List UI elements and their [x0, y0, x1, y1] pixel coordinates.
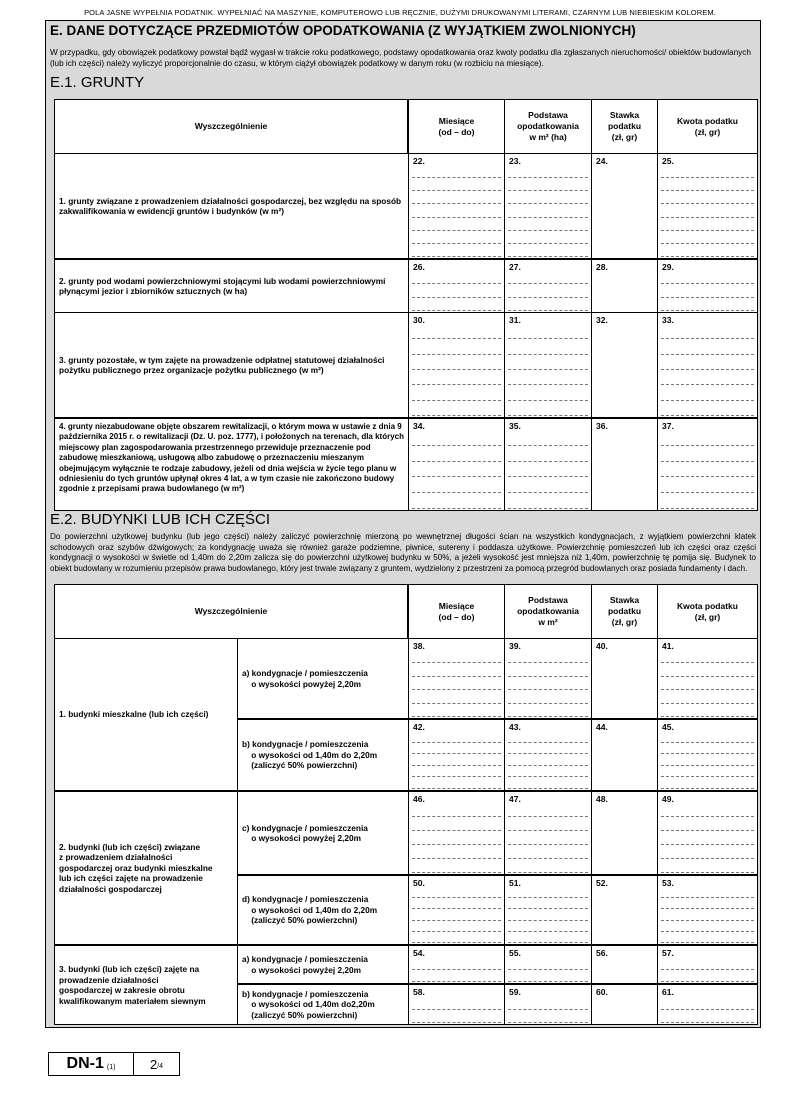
- entry-line: [508, 931, 588, 932]
- entry-line: [412, 1009, 501, 1010]
- field-number: 58.: [413, 987, 425, 997]
- e2-g2-s1-field-base[interactable]: [504, 791, 592, 875]
- field-number: 59.: [509, 987, 521, 997]
- field-number: 27.: [509, 262, 521, 272]
- e2-g3-s2-field-months[interactable]: [408, 984, 505, 1025]
- field-number: 25.: [662, 156, 674, 166]
- e1-row4-field-months[interactable]: [408, 418, 505, 511]
- field-number: 26.: [413, 262, 425, 272]
- entry-line: [412, 969, 501, 970]
- entry-line: [661, 969, 754, 970]
- field-number: 45.: [662, 722, 674, 732]
- entry-line: [412, 716, 501, 717]
- e1-row3-field-tax[interactable]: [657, 312, 758, 418]
- e2-subrow-label: b) kondygnacje / pomieszczenia o wysokości od 1,40m do2,20m (zaliczyć 50% powierzchni): [237, 984, 409, 1025]
- entry-line: [661, 177, 754, 178]
- entry-line: [412, 753, 501, 754]
- e1-row2-field-rate[interactable]: [591, 259, 658, 313]
- e2-g1-s1-field-months[interactable]: [408, 638, 505, 719]
- e2-g2-s2-field-tax[interactable]: [657, 875, 758, 945]
- entry-line: [508, 492, 588, 493]
- e2-g3-s2-field-base[interactable]: [504, 984, 592, 1025]
- field-number: 24.: [596, 156, 608, 166]
- entry-line: [508, 400, 588, 401]
- e2-header-months: Miesiące (od – do): [408, 584, 505, 639]
- e1-header-months: Miesiące (od – do): [408, 99, 505, 154]
- entry-line: [508, 897, 588, 898]
- entry-line: [661, 338, 754, 339]
- e2-group-label: 1. budynki mieszkalne (lub ich części): [54, 638, 238, 791]
- entry-line: [508, 243, 588, 244]
- entry-line: [508, 177, 588, 178]
- entry-line: [508, 217, 588, 218]
- entry-line: [508, 190, 588, 191]
- entry-line: [661, 203, 754, 204]
- e2-g1-s1-field-rate[interactable]: [591, 638, 658, 719]
- e1-row-label: 4. grunty niezabudowane objęte obszarem rewitalizacji, o którym mowa w ustawie z dnia 9 października 2015 r. o rewitalizacji (Dz. U. poz. 1777), i położonych na terenach, dla których miejscowy plan zagospodarowania przestrzennego przewiduje przeznaczenie pod zabudowę mieszkaniową, usługową albo zabudowę o przeznaczeniu mieszanym obejmującym wyłącznie te rodzaje zabudowy, jeżeli od dnia wejścia w życie tego planu w odniesieniu do tych gruntów upłynął okres 4 lat, a w tym czasie nie zakończono budowy zgodnie z przepisami prawa budowlanego (w m²): [54, 418, 409, 511]
- e1-row1-field-tax[interactable]: [657, 153, 758, 259]
- entry-line: [661, 354, 754, 355]
- e2-title: E.2. BUDYNKI LUB ICH CZĘŚCI: [50, 511, 271, 528]
- e2-g3-s1-field-rate[interactable]: [591, 945, 658, 984]
- entry-line: [508, 676, 588, 677]
- entry-line: [412, 776, 501, 777]
- entry-line: [661, 492, 754, 493]
- field-number: 28.: [596, 262, 608, 272]
- entry-line: [412, 243, 501, 244]
- entry-line: [661, 872, 754, 873]
- entry-line: [412, 217, 501, 218]
- entry-line: [508, 872, 588, 873]
- field-number: 50.: [413, 878, 425, 888]
- entry-line: [661, 400, 754, 401]
- entry-line: [661, 788, 754, 789]
- entry-line: [508, 230, 588, 231]
- entry-line: [412, 354, 501, 355]
- e2-header-rate: Stawka podatku (zł, gr): [591, 584, 658, 639]
- e2-g3-s2-field-tax[interactable]: [657, 984, 758, 1025]
- e1-row2-field-months[interactable]: [408, 259, 505, 313]
- entry-line: [661, 830, 754, 831]
- e2-group-label: 2. budynki (lub ich części) związane z prowadzeniem działalności gospodarczej oraz budynki mieszkalne lub ich części zajęte na prowadzenie działalności gospodarczej: [54, 791, 238, 945]
- entry-line: [661, 908, 754, 909]
- entry-line: [508, 765, 588, 766]
- entry-line: [412, 230, 501, 231]
- e1-row3-field-base[interactable]: [504, 312, 592, 418]
- entry-line: [508, 981, 588, 982]
- entry-line: [661, 297, 754, 298]
- e1-row2-field-tax[interactable]: [657, 259, 758, 313]
- e1-row4-field-base[interactable]: [504, 418, 592, 511]
- e2-g1-s2-field-months[interactable]: [408, 719, 505, 791]
- e2-subrow-label: c) kondygnacje / pomieszczenia o wysokości powyżej 2,20m: [237, 791, 409, 875]
- entry-line: [661, 858, 754, 859]
- page-total: /4: [157, 1063, 164, 1070]
- e1-row2-field-base[interactable]: [504, 259, 592, 313]
- entry-line: [508, 689, 588, 690]
- e2-g1-s2-field-base[interactable]: [504, 719, 592, 791]
- entry-line: [661, 931, 754, 932]
- entry-line: [508, 788, 588, 789]
- entry-line: [508, 942, 588, 943]
- entry-line: [661, 716, 754, 717]
- e1-row3-field-months[interactable]: [408, 312, 505, 418]
- field-number: 43.: [509, 722, 521, 732]
- entry-line: [661, 981, 754, 982]
- entry-line: [508, 716, 588, 717]
- field-number: 23.: [509, 156, 521, 166]
- e2-g2-s1-field-tax[interactable]: [657, 791, 758, 875]
- entry-line: [412, 283, 501, 284]
- entry-line: [412, 338, 501, 339]
- e2-g1-s2-field-tax[interactable]: [657, 719, 758, 791]
- e2-g2-s1-field-rate[interactable]: [591, 791, 658, 875]
- entry-line: [412, 858, 501, 859]
- e1-row-label: 3. grunty pozostałe, w tym zajęte na prowadzenie odpłatnej statutowej działalności pożytku publicznego przez organizacje pożytku publicznego (w m²): [54, 312, 409, 418]
- entry-line: [412, 872, 501, 873]
- field-number: 48.: [596, 794, 608, 804]
- e1-row1-field-months[interactable]: [408, 153, 505, 259]
- form-id-box: [48, 1052, 134, 1076]
- entry-line: [412, 1022, 501, 1023]
- e2-header-description: Wyszczególnienie: [54, 584, 408, 639]
- entry-line: [508, 1022, 588, 1023]
- entry-line: [412, 508, 501, 509]
- entry-line: [661, 230, 754, 231]
- e1-header-description: Wyszczególnienie: [54, 99, 408, 154]
- entry-line: [412, 742, 501, 743]
- entry-line: [412, 476, 501, 477]
- entry-line: [412, 676, 501, 677]
- entry-line: [508, 844, 588, 845]
- field-number: 30.: [413, 315, 425, 325]
- field-number: 40.: [596, 641, 608, 651]
- e1-row1-field-rate[interactable]: [591, 153, 658, 259]
- entry-line: [508, 283, 588, 284]
- field-number: 32.: [596, 315, 608, 325]
- entry-line: [661, 190, 754, 191]
- section-intro: W przypadku, gdy obowiązek podatkowy powstał bądź wygasł w trakcie roku podatkowego, podstawy opodatkowania oraz kwoty podatku dla zgłaszanych nieruchomości/ obiektów budowlanych (lub ich części) należy wyliczyć proporcjonalnie do czasu, w którym ciążył obowiązek podatkowy w danym roku (w rozbiciu na miesiące).: [50, 48, 751, 68]
- entry-line: [661, 461, 754, 462]
- entry-line: [412, 297, 501, 298]
- entry-line: [508, 703, 588, 704]
- entry-line: [412, 942, 501, 943]
- entry-line: [508, 920, 588, 921]
- entry-line: [661, 844, 754, 845]
- e2-g3-s2-field-rate[interactable]: [591, 984, 658, 1025]
- field-number: 55.: [509, 948, 521, 958]
- e1-row4-field-rate[interactable]: [591, 418, 658, 511]
- field-number: 41.: [662, 641, 674, 651]
- field-number: 39.: [509, 641, 521, 651]
- entry-line: [412, 689, 501, 690]
- entry-line: [508, 776, 588, 777]
- entry-line: [508, 297, 588, 298]
- entry-line: [661, 942, 754, 943]
- field-number: 46.: [413, 794, 425, 804]
- field-number: 35.: [509, 421, 521, 431]
- entry-line: [412, 310, 501, 311]
- entry-line: [412, 662, 501, 663]
- entry-line: [661, 689, 754, 690]
- field-number: 36.: [596, 421, 608, 431]
- section-title: E. DANE DOTYCZĄCE PRZEDMIOTÓW OPODATKOWANIA (Z WYJĄTKIEM ZWOLNIONYCH): [50, 23, 636, 38]
- entry-line: [412, 920, 501, 921]
- field-number: 57.: [662, 948, 674, 958]
- e1-row4-field-tax[interactable]: [657, 418, 758, 511]
- entry-line: [412, 908, 501, 909]
- entry-line: [412, 931, 501, 932]
- e1-row1-field-base[interactable]: [504, 153, 592, 259]
- entry-line: [508, 476, 588, 477]
- entry-line: [412, 190, 501, 191]
- entry-line: [508, 338, 588, 339]
- entry-line: [508, 461, 588, 462]
- field-number: 49.: [662, 794, 674, 804]
- e2-header-base: Podstawa opodatkowania w m²: [504, 584, 592, 639]
- field-number: 44.: [596, 722, 608, 732]
- field-number: 29.: [662, 262, 674, 272]
- field-number: 53.: [662, 878, 674, 888]
- entry-line: [661, 1022, 754, 1023]
- entry-line: [661, 1009, 754, 1010]
- entry-line: [661, 508, 754, 509]
- entry-line: [661, 742, 754, 743]
- e2-subrow-label: a) kondygnacje / pomieszczenia o wysokości powyżej 2,20m: [237, 945, 409, 984]
- e1-row-label: 1. grunty związane z prowadzeniem działalności gospodarczej, bez względu na sposób zakwalifikowania w ewidencji gruntów i budynków (w m²): [54, 153, 409, 259]
- entry-line: [508, 203, 588, 204]
- entry-line: [412, 384, 501, 385]
- entry-line: [661, 897, 754, 898]
- field-number: 51.: [509, 878, 521, 888]
- entry-line: [661, 445, 754, 446]
- field-number: 56.: [596, 948, 608, 958]
- entry-line: [508, 816, 588, 817]
- entry-line: [508, 508, 588, 509]
- entry-line: [661, 310, 754, 311]
- entry-line: [508, 310, 588, 311]
- entry-line: [412, 369, 501, 370]
- entry-line: [661, 476, 754, 477]
- field-number: 33.: [662, 315, 674, 325]
- entry-line: [661, 703, 754, 704]
- entry-line: [412, 256, 501, 257]
- entry-line: [412, 788, 501, 789]
- field-number: 61.: [662, 987, 674, 997]
- entry-line: [508, 354, 588, 355]
- entry-line: [661, 256, 754, 257]
- entry-line: [661, 765, 754, 766]
- entry-line: [508, 753, 588, 754]
- entry-line: [412, 703, 501, 704]
- e2-g1-s2-field-rate[interactable]: [591, 719, 658, 791]
- entry-line: [412, 461, 501, 462]
- field-number: 52.: [596, 878, 608, 888]
- entry-line: [412, 830, 501, 831]
- field-number: 60.: [596, 987, 608, 997]
- field-number: 54.: [413, 948, 425, 958]
- e1-header-base: Podstawa opodatkowania w m² (ha): [504, 99, 592, 154]
- entry-line: [661, 776, 754, 777]
- entry-line: [508, 384, 588, 385]
- entry-line: [661, 415, 754, 416]
- page-number: 2: [149, 1056, 158, 1072]
- entry-line: [508, 662, 588, 663]
- e2-g2-s1-field-months[interactable]: [408, 791, 505, 875]
- entry-line: [412, 400, 501, 401]
- e2-subrow-label: d) kondygnacje / pomieszczenia o wysokości od 1,40m do 2,20m (zaliczyć 50% powierzchni): [237, 875, 409, 945]
- field-number: 31.: [509, 315, 521, 325]
- page-number-box: [133, 1052, 180, 1076]
- e2-intro: Do powierzchni użytkowej budynku (lub jego części) należy zaliczyć powierzchnię mierzoną po wewnętrznej długości ścian na wszystkich kondygnacjach, z wyjątkiem powierzchni klatek schodowych oraz szybów dźwigowych; za kondygnację uważa się również garaże podziemne, piwnice, sutereny i poddasza użytkowe. Powierzchnię pomieszczeń lub ich części oraz części kondygnacji o wysokości w świetle od 1,40m do 2,20m zalicza się do powierzchni użytkowej budynku w 50%, a jeżeli wysokość jest mniejsza niż 1,40m, powierzchnię tę pomija się. Budynek to obiekt budowlany w rozumieniu przepisów prawa budowlanego, który jest trwale związany z gruntem, wydzielony z przestrzeni za pomocą przegród budowlanych oraz posiada fundamenty i dach.: [50, 532, 756, 573]
- entry-line: [508, 830, 588, 831]
- entry-line: [508, 1009, 588, 1010]
- e2-g3-s1-field-tax[interactable]: [657, 945, 758, 984]
- entry-line: [412, 203, 501, 204]
- entry-line: [508, 369, 588, 370]
- form-version: (1): [106, 1063, 116, 1071]
- field-number: 34.: [413, 421, 425, 431]
- form-id: DN-1: [66, 1055, 104, 1072]
- e1-row3-field-rate[interactable]: [591, 312, 658, 418]
- e2-subrow-label: a) kondygnacje / pomieszczenia o wysokości powyżej 2,20m: [237, 638, 409, 719]
- e2-g1-s1-field-base[interactable]: [504, 638, 592, 719]
- entry-line: [412, 897, 501, 898]
- entry-line: [412, 492, 501, 493]
- e1-row-label: 2. grunty pod wodami powierzchniowymi stojącymi lub wodami powierzchniowymi płynącymi jezior i zbiorników sztucznych (w ha): [54, 259, 409, 313]
- field-number: 22.: [413, 156, 425, 166]
- entry-line: [661, 283, 754, 284]
- e2-g2-s2-field-base[interactable]: [504, 875, 592, 945]
- entry-line: [412, 765, 501, 766]
- entry-line: [661, 676, 754, 677]
- entry-line: [412, 177, 501, 178]
- e2-group-label: 3. budynki (lub ich części) zajęte na prowadzenie działalności gospodarczej w zakresie obrotu kwalifikowanym materiałem siewnym: [54, 945, 238, 1025]
- entry-line: [661, 369, 754, 370]
- entry-line: [661, 243, 754, 244]
- instruction-banner: POLA JASNE WYPEŁNIA PODATNIK. WYPEŁNIAĆ NA MASZYNIE, KOMPUTEROWO LUB RĘCZNIE, DUŻYMI DRUKOWANYMI LITERAMI, CZARNYM LUB NIEBIESKIM KOLOREM.: [84, 8, 716, 17]
- entry-line: [661, 920, 754, 921]
- field-number: 37.: [662, 421, 674, 431]
- entry-line: [508, 969, 588, 970]
- entry-line: [508, 908, 588, 909]
- entry-line: [412, 415, 501, 416]
- e1-title: E.1. GRUNTY: [50, 74, 145, 91]
- entry-line: [661, 384, 754, 385]
- e2-g2-s2-field-months[interactable]: [408, 875, 505, 945]
- field-number: 38.: [413, 641, 425, 651]
- e2-g1-s1-field-tax[interactable]: [657, 638, 758, 719]
- e2-header-tax: Kwota podatku (zł, gr): [657, 584, 758, 639]
- e1-header-tax: Kwota podatku (zł, gr): [657, 99, 758, 154]
- entry-line: [508, 415, 588, 416]
- e2-g3-s1-field-base[interactable]: [504, 945, 592, 984]
- e2-g2-s2-field-rate[interactable]: [591, 875, 658, 945]
- e1-header-rate: Stawka podatku (zł, gr): [591, 99, 658, 154]
- entry-line: [412, 445, 501, 446]
- entry-line: [661, 753, 754, 754]
- field-number: 42.: [413, 722, 425, 732]
- entry-line: [508, 742, 588, 743]
- e2-g3-s1-field-months[interactable]: [408, 945, 505, 984]
- entry-line: [412, 844, 501, 845]
- entry-line: [661, 662, 754, 663]
- entry-line: [508, 445, 588, 446]
- entry-line: [412, 816, 501, 817]
- entry-line: [508, 858, 588, 859]
- entry-line: [508, 256, 588, 257]
- entry-line: [661, 816, 754, 817]
- entry-line: [661, 217, 754, 218]
- field-number: 47.: [509, 794, 521, 804]
- e2-subrow-label: b) kondygnacje / pomieszczenia o wysokości od 1,40m do 2,20m (zaliczyć 50% powierzchni): [237, 719, 409, 791]
- entry-line: [412, 981, 501, 982]
